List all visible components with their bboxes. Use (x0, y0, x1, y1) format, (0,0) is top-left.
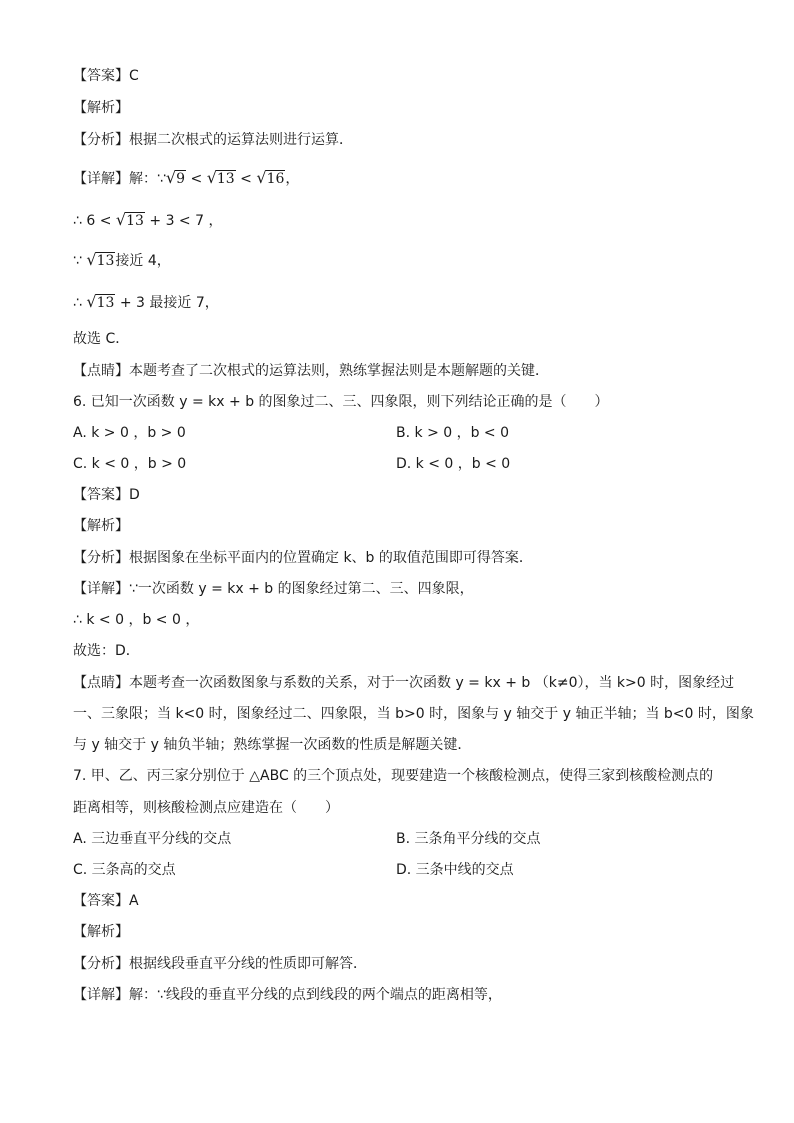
radical (115, 210, 145, 229)
radicand: 16 (266, 171, 285, 187)
text-line: 【点睛】本题考查一次函数图象与系数的关系，对于一次函数 y = kx + b （k≠0），当 k>0 时，图象经过 (73, 675, 735, 691)
text-line (73, 250, 171, 271)
text-line: 【解析】 (73, 100, 129, 116)
radical (165, 168, 186, 187)
radical (86, 250, 115, 269)
radicand: 13 (96, 253, 115, 269)
operator: < (235, 171, 257, 187)
radical-sign: √ (86, 292, 97, 311)
text-line: 【分析】根据图象在坐标平面内的位置确定 k、b 的取值范围即可得答案． (73, 550, 533, 566)
radicand: 9 (176, 171, 186, 187)
radicand: 13 (216, 171, 235, 187)
text-line: A. 三边垂直平分线的交点 (73, 831, 232, 847)
line-prefix: ∵ (73, 253, 87, 269)
text-line: 【解析】 (73, 518, 129, 534)
line-prefix: ∴ (73, 295, 87, 311)
text-line: ∴ k < 0 ，b < 0 ， (73, 612, 200, 628)
radicand: 13 (126, 213, 144, 229)
text-line (73, 210, 222, 231)
text-line: 【详解】解：∵线段的垂直平分线的点到线段的两个端点的距离相等， (73, 987, 502, 1003)
option-right: B. 三条角平分线的交点 (396, 831, 541, 847)
text-line: 故选 C． (73, 331, 130, 347)
line-prefix: ∴ 6 < (73, 213, 116, 229)
text-line: 【分析】根据线段垂直平分线的性质即可解答． (73, 956, 367, 972)
line-prefix: 【详解】解：∵ (73, 171, 166, 187)
text-line: C. 三条高的交点 (73, 862, 176, 878)
text-line: 一、三象限；当 k<0 时，图象经过二、四象限，当 b>0 时，图象与 y 轴交于 y 轴正半轴；当 b<0 时，图象 (73, 706, 754, 722)
text-line (73, 292, 219, 313)
radical-sign: √ (86, 250, 97, 269)
text-line: 距离相等，则核酸检测点应建造在（ ） (73, 800, 339, 816)
text-line: A. k > 0 ，b > 0 (73, 425, 186, 441)
line-suffix: ， (285, 171, 300, 187)
option-right: D. k < 0 ，b < 0 (396, 456, 511, 472)
radical-sign: √ (115, 210, 127, 229)
radical (86, 292, 115, 311)
text-line (73, 168, 299, 189)
line-suffix: 接近 4， (115, 253, 171, 269)
text-line: 【答案】C (73, 68, 139, 84)
operator: < (186, 171, 207, 187)
radical-sign: √ (206, 168, 217, 187)
radical (256, 168, 285, 187)
text-line: C. k < 0 ，b > 0 (73, 456, 187, 472)
text-line: 【分析】根据二次根式的运算法则进行运算． (73, 132, 353, 148)
option-right: B. k > 0 ，b < 0 (396, 425, 510, 441)
line-suffix: + 3 最接近 7， (115, 295, 219, 311)
radical-sign: √ (165, 168, 177, 187)
text-line: 【点睛】本题考查了二次根式的运算法则，熟练掌握法则是本题解题的关键． (73, 363, 549, 379)
radical-sign: √ (256, 168, 267, 187)
text-line: 【答案】A (73, 893, 139, 909)
text-line: 6. 已知一次函数 y = kx + b 的图象过二、三、四象限，则下列结论正确的是（ ） (73, 394, 609, 410)
text-line: 【答案】D (73, 487, 140, 503)
text-line: 【解析】 (73, 924, 129, 940)
text-line: 故选：D． (73, 643, 140, 659)
radical (206, 168, 236, 187)
radicand: 13 (96, 295, 115, 311)
line-suffix: + 3 < 7 ， (144, 213, 223, 229)
option-right: D. 三条中线的交点 (396, 862, 514, 878)
text-line: 与 y 轴交于 y 轴负半轴；熟练掌握一次函数的性质是解题关键． (73, 737, 472, 753)
text-line: 7. 甲、乙、丙三家分别位于 △ABC 的三个顶点处，现要建造一个核酸检测点，使得三家到核酸检测点的 (73, 768, 714, 784)
text-line: 【详解】∵一次函数 y = kx + b 的图象经过第二、三、四象限， (73, 581, 474, 597)
